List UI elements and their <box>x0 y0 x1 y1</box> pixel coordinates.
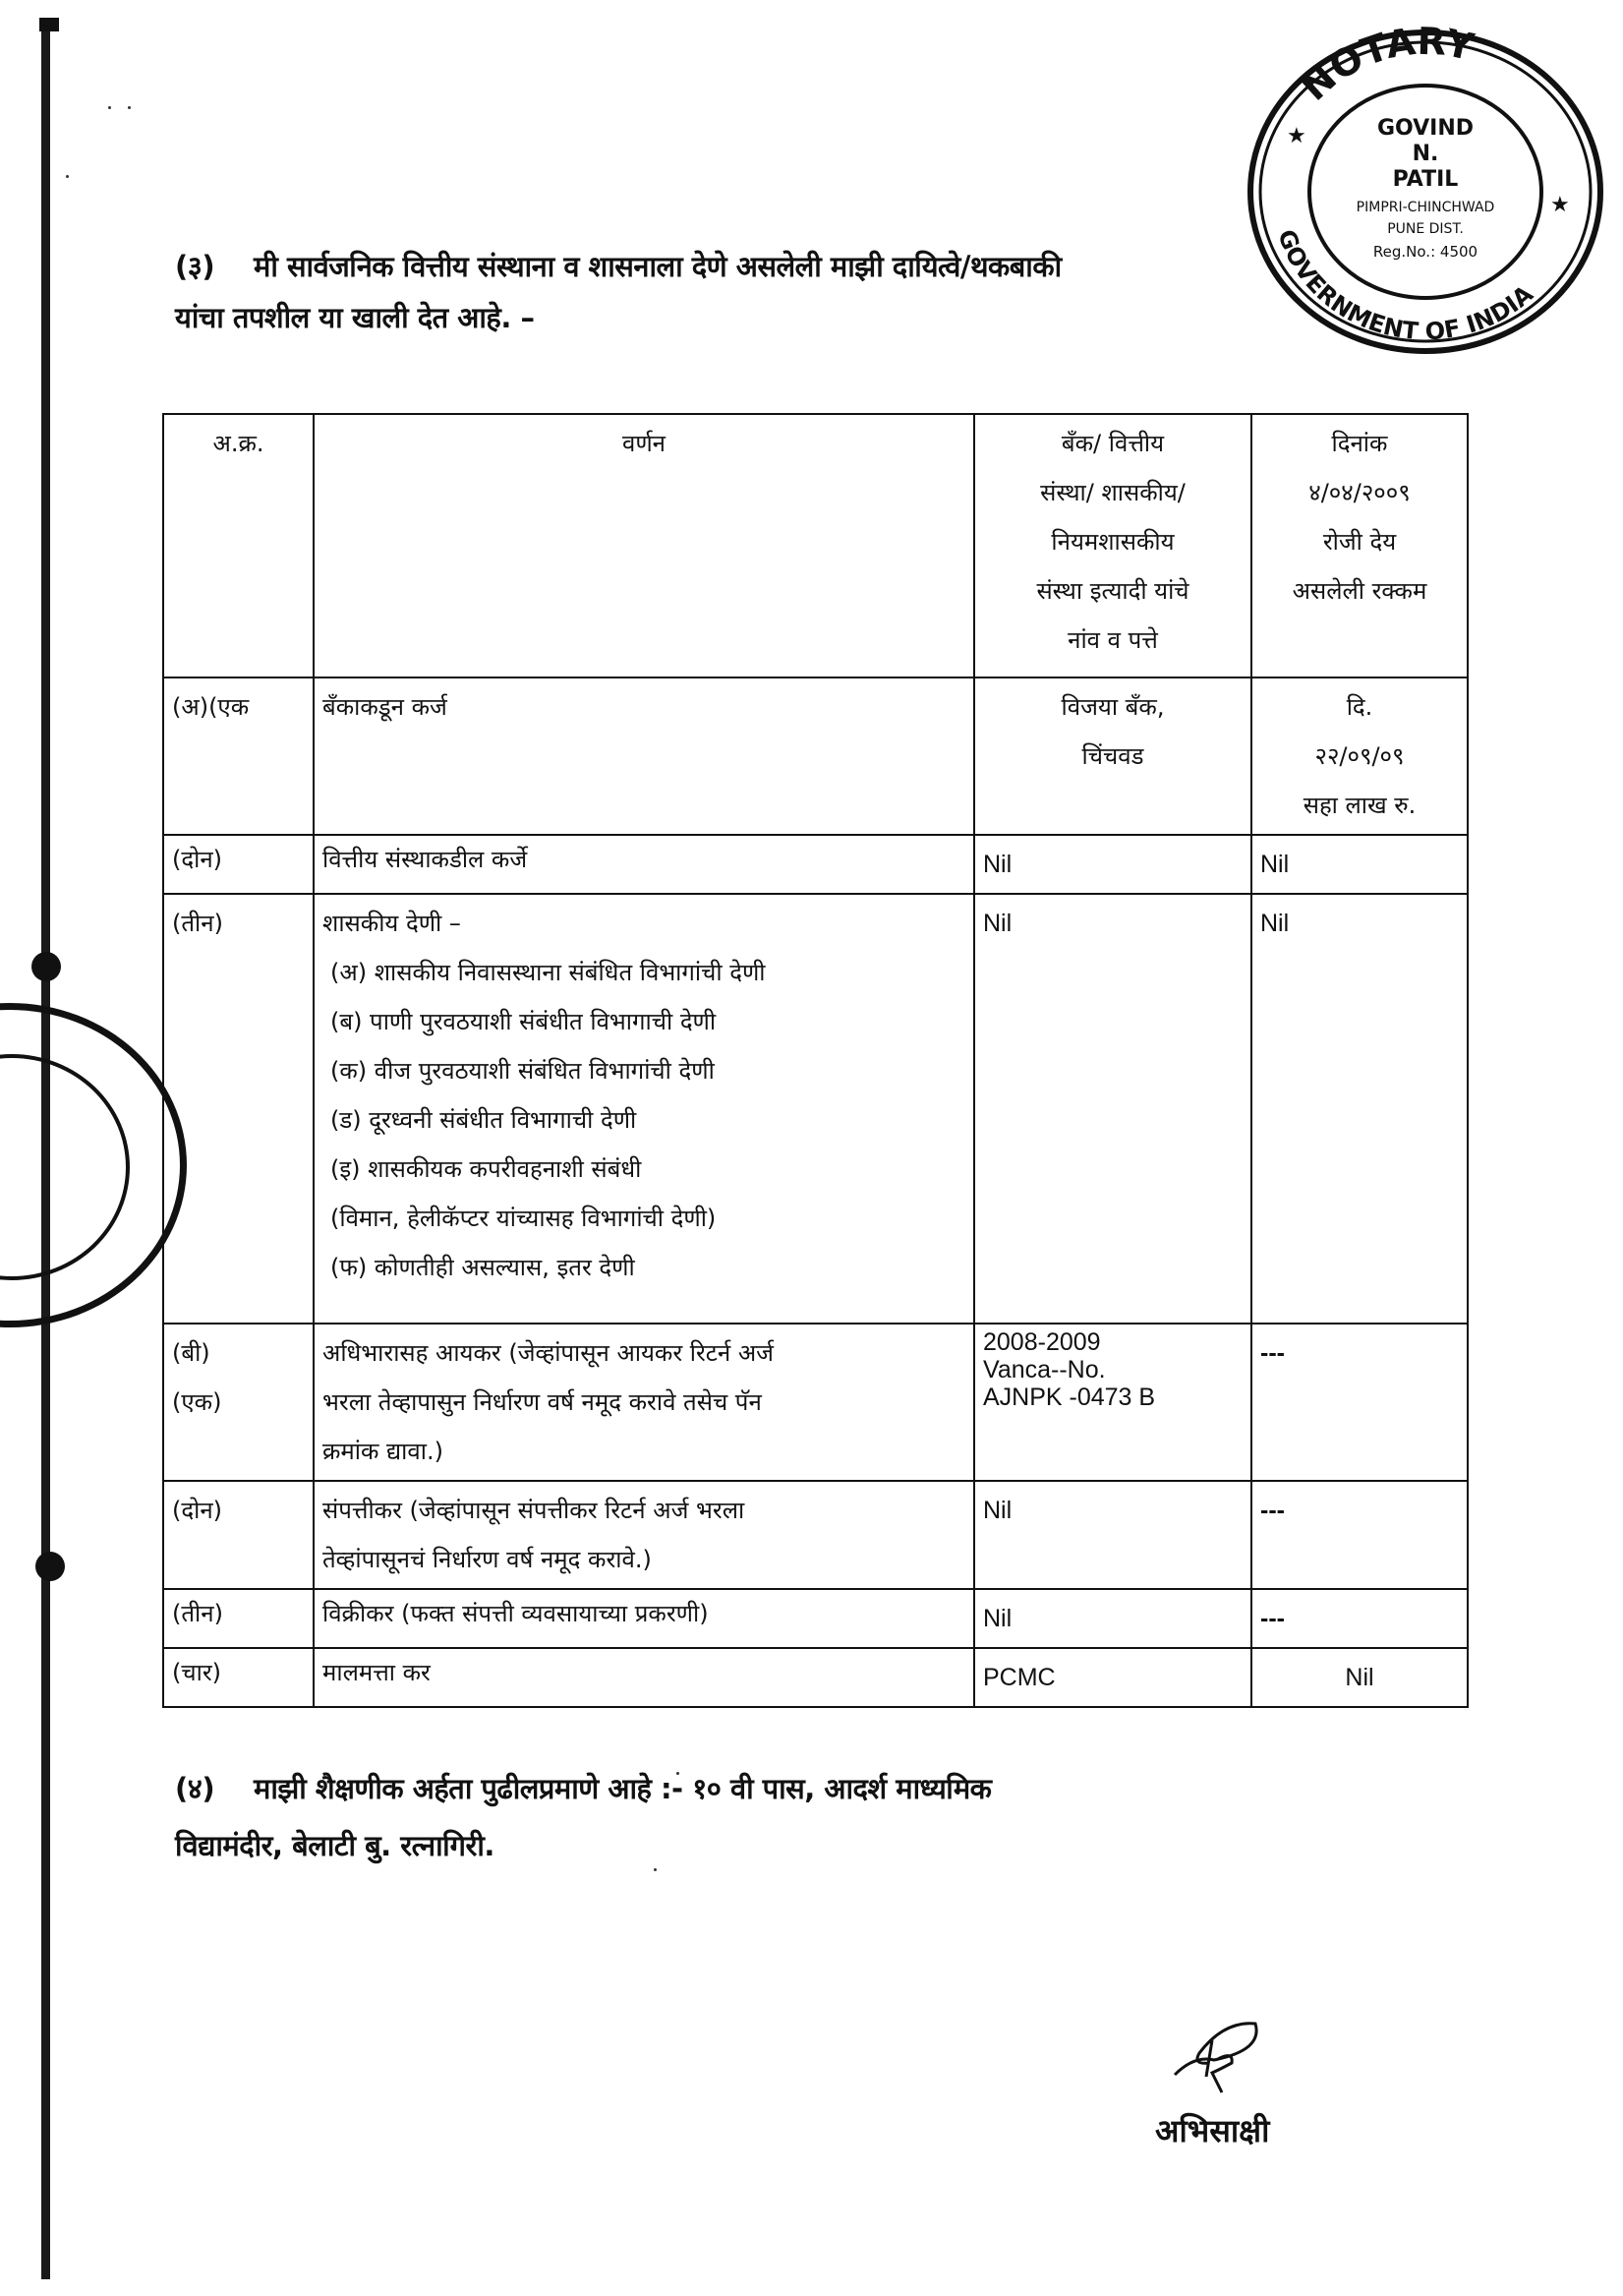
table-row <box>163 1481 1468 1589</box>
row-description <box>314 894 974 1324</box>
section-4-line-1 <box>175 1760 1404 1817</box>
row-sub-item: (ड) दूरध्वनी संबंधीत विभागाची देणी <box>330 1106 637 1134</box>
row-amount <box>1251 835 1468 894</box>
row-sub-item: (अ) शासकीय निवासस्थाना संबंधित विभागांची देणी <box>330 959 766 986</box>
section-3-paragraph <box>175 241 1237 343</box>
header-institution-line: नांव व पत्ते <box>1068 626 1158 654</box>
row-institution-line: विजया बँक, <box>1061 693 1165 721</box>
row-description-line: संपत्तीकर (जेव्हांपासून संपत्तीकर रिटर्न अर्ज भरला <box>322 1497 745 1524</box>
signature-mark <box>1165 2016 1293 2104</box>
svg-text:★: ★ <box>1550 193 1570 217</box>
row-serial: (दोन) <box>163 835 314 894</box>
row-institution-line: AJNPK -0473 B <box>983 1383 1156 1411</box>
row-institution <box>974 835 1251 894</box>
svg-text:Reg.No.: 4500: Reg.No.: 4500 <box>1372 243 1478 261</box>
row-institution-value: Nil <box>983 1605 1013 1632</box>
header-amount-line: रोजी देय <box>1322 528 1397 556</box>
row-description-line: भरला तेव्हापासुन निर्धारण वर्ष नमूद करावे तसेच पॅन <box>322 1388 762 1416</box>
punch-hole <box>35 1552 65 1581</box>
row-institution <box>974 1648 1251 1707</box>
row-serial <box>163 1324 314 1481</box>
svg-text:PIMPRI-CHINCHWAD: PIMPRI-CHINCHWAD <box>1356 200 1495 215</box>
header-serial: अ.क्र. <box>163 414 314 677</box>
header-institution-line: बँक/ वित्तीय <box>1061 430 1165 457</box>
header-amount <box>1251 414 1468 677</box>
row-institution <box>974 1324 1251 1481</box>
svg-text:N.: N. <box>1412 142 1439 166</box>
signature-label: अभिसाक्षी <box>1155 2112 1270 2149</box>
table-header-row <box>163 414 1468 677</box>
row-description: विक्रीकर (फक्त संपत्ती व्यवसायाच्या प्रकरणी) <box>314 1589 974 1648</box>
row-description <box>314 1324 974 1481</box>
row-institution-value: Nil <box>983 1497 1013 1524</box>
row-description-line: तेव्हांपासूनचं निर्धारण वर्ष नमूद करावे.) <box>322 1546 652 1573</box>
table-row <box>163 1324 1468 1481</box>
row-institution-value: PCMC <box>983 1664 1056 1691</box>
notary-stamp <box>1244 25 1607 359</box>
svg-text:PUNE DIST.: PUNE DIST. <box>1387 221 1464 237</box>
row-institution <box>974 894 1251 1324</box>
row-amount-line: सहा लाख रु. <box>1303 792 1417 819</box>
table-row <box>163 677 1468 835</box>
row-description: वित्तीय संस्थाकडील कर्जे <box>314 835 974 894</box>
row-amount <box>1251 894 1468 1324</box>
svg-text:GOVERNMENT OF INDIA: GOVERNMENT OF INDIA <box>1272 225 1538 346</box>
header-description: वर्णन <box>314 414 974 677</box>
row-sub-item: (फ) कोणतीही असल्यास, इतर देणी <box>330 1254 635 1281</box>
row-amount-line: २२/०९/०९ <box>1314 742 1405 770</box>
row-institution-value: Nil <box>983 851 1013 878</box>
section-4-text: माझी शैक्षणीक अर्हता पुढीलप्रमाणे आहे :- १० वी पास, आदर्श माध्यमिक <box>254 1772 992 1805</box>
row-description-line: क्रमांक द्यावा.) <box>322 1438 443 1465</box>
row-description-heading: शासकीय देणी – <box>322 910 461 937</box>
speck <box>128 106 131 109</box>
section-3-line-1 <box>175 241 1237 292</box>
table-row <box>163 894 1468 1324</box>
row-amount <box>1251 1324 1468 1481</box>
row-amount <box>1251 1589 1468 1648</box>
table-row <box>163 835 1468 894</box>
table-row <box>163 1589 1468 1648</box>
notary-stamp-seal <box>1244 25 1607 359</box>
header-amount-line: ४/०४/२००९ <box>1308 479 1411 506</box>
row-serial-line: (बी) <box>172 1339 210 1367</box>
header-institution-line: संस्था इत्यादी यांचे <box>1036 577 1189 605</box>
row-institution <box>974 1589 1251 1648</box>
section-3-number: (३) <box>175 250 215 283</box>
punch-hole <box>31 952 61 981</box>
section-4-line-2: विद्यामंदीर, बेलाटी बु. रत्नागिरी. <box>175 1829 494 1862</box>
row-sub-item: (क) वीज पुरवठयाशी संबंधित विभागांची देणी <box>330 1057 715 1085</box>
svg-text:GOVIND: GOVIND <box>1376 116 1475 141</box>
row-amount-value: Nil <box>1260 910 1290 937</box>
row-amount <box>1251 677 1468 835</box>
table-row <box>163 1648 1468 1707</box>
row-institution-line: Vanca--No. <box>983 1356 1106 1383</box>
row-institution-value: Nil <box>983 910 1013 937</box>
section-4-paragraph <box>175 1760 1404 1874</box>
section-3-text: मी सार्वजनिक वित्तीय संस्थाना व शासनाला देणे असलेली माझी दायित्वे/थकबाकी <box>254 250 1062 283</box>
header-institution-line: नियमशासकीय <box>1051 528 1175 556</box>
row-description: बँकाकडून कर्ज <box>314 677 974 835</box>
notary-stamp-partial <box>0 1003 187 1327</box>
row-institution <box>974 1481 1251 1589</box>
row-description: मालमत्ता कर <box>314 1648 974 1707</box>
row-serial: (तीन) <box>163 894 314 1324</box>
row-amount-value: --- <box>1260 1339 1285 1367</box>
row-institution-line: 2008-2009 <box>983 1328 1101 1356</box>
row-serial-line: (एक) <box>172 1388 222 1416</box>
row-institution-line: चिंचवड <box>1081 742 1144 770</box>
header-institution <box>974 414 1251 677</box>
row-description-line: अधिभारासह आयकर (जेव्हांपासून आयकर रिटर्न अर्ज <box>322 1339 774 1367</box>
row-sub-item: (विमान, हेलीकॅप्टर यांच्यासह विभागांची देणी) <box>330 1205 717 1232</box>
row-serial: (दोन) <box>163 1481 314 1589</box>
row-amount-line: दि. <box>1346 693 1373 721</box>
row-amount-value: --- <box>1260 1605 1285 1632</box>
row-description <box>314 1481 974 1589</box>
header-amount-line: असलेली रक्कम <box>1292 577 1427 605</box>
liabilities-table <box>162 413 1469 1708</box>
section-4-number: (४) <box>175 1772 215 1805</box>
header-institution-line: संस्था/ शासकीय/ <box>1040 479 1186 506</box>
row-sub-item: (ब) पाणी पुरवठयाशी संबंधीत विभागाची देणी <box>330 1008 717 1035</box>
row-institution <box>974 677 1251 835</box>
row-sub-item: (इ) शासकीयक कपरीवहनाशी संबंधी <box>330 1155 642 1183</box>
svg-text:NOTARY: NOTARY <box>1292 25 1478 109</box>
row-amount-value: --- <box>1260 1497 1285 1524</box>
row-serial: (अ)(एक <box>163 677 314 835</box>
row-serial: (तीन) <box>163 1589 314 1648</box>
row-serial: (चार) <box>163 1648 314 1707</box>
row-amount-value: Nil <box>1260 851 1290 878</box>
header-amount-line: दिनांक <box>1331 430 1388 457</box>
row-amount <box>1251 1481 1468 1589</box>
svg-text:★: ★ <box>1287 124 1306 148</box>
section-3-line-2: यांचा तपशील या खाली देत आहे. – <box>175 301 535 334</box>
svg-text:PATIL: PATIL <box>1392 167 1459 192</box>
binding-top-mark <box>39 18 59 31</box>
row-amount <box>1251 1648 1468 1707</box>
speck <box>66 175 69 178</box>
row-amount-value: Nil <box>1345 1664 1374 1691</box>
speck <box>108 106 111 109</box>
